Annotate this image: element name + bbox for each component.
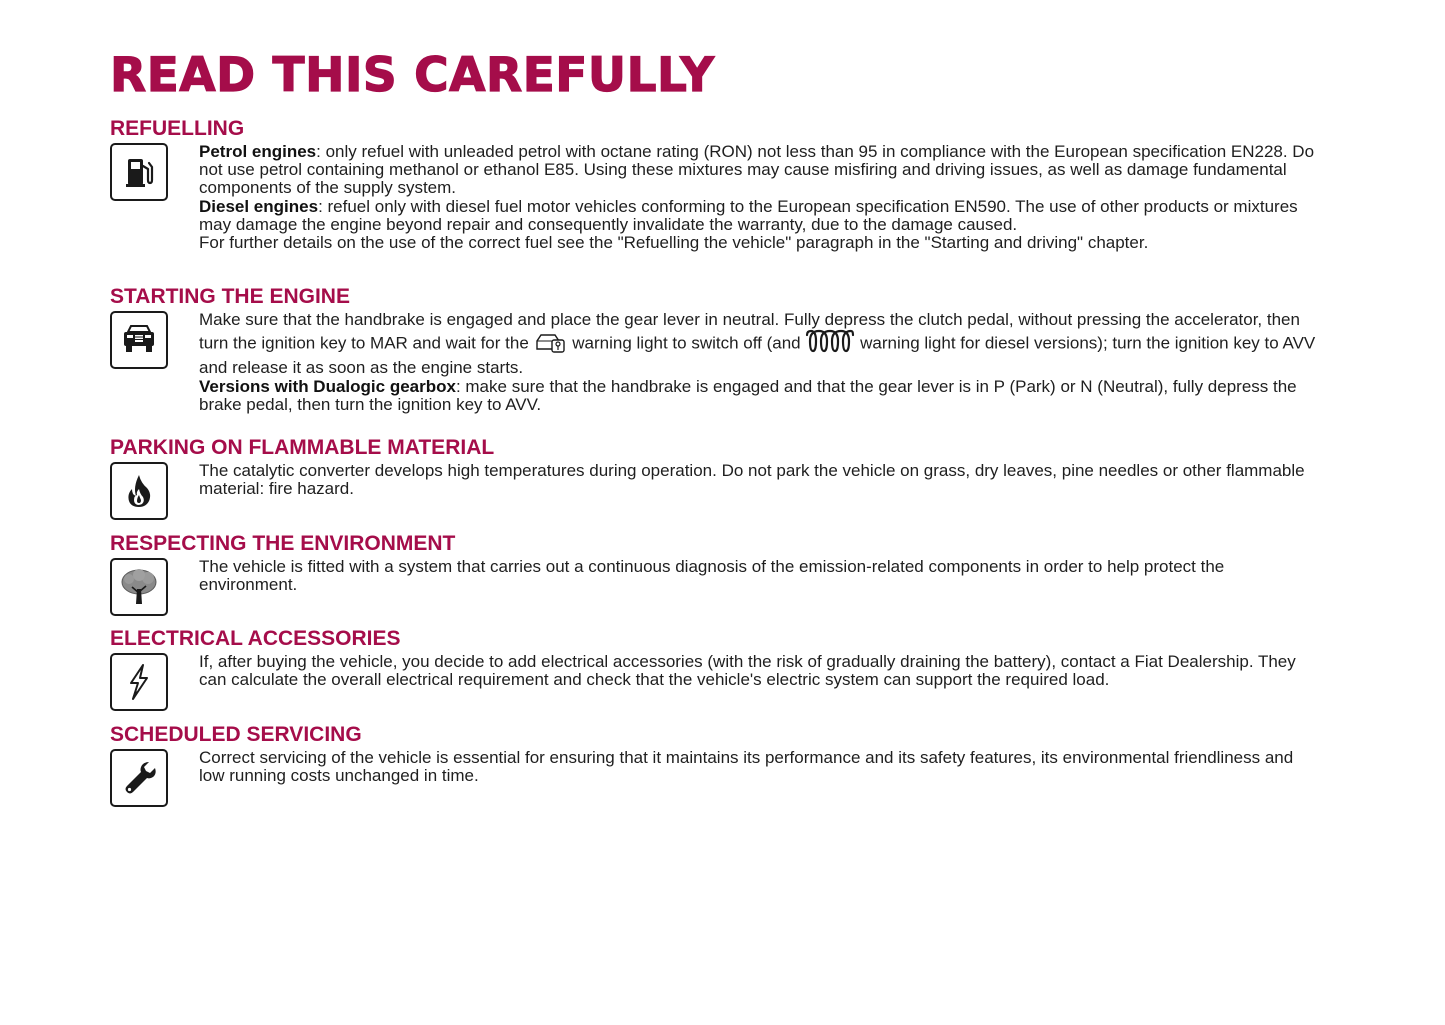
fuel-pump-icon: [110, 143, 168, 201]
diesel-label: Diesel engines: [199, 196, 319, 216]
section-environment: [110, 532, 1320, 594]
section-heading: SCHEDULED SERVICING: [110, 723, 362, 746]
section-refuelling: [110, 117, 1320, 252]
dualogic-text: : make sure that the handbrake is engaged and that the gear lever is in P (Park) or N (Neutral), fully depress the brake pedal, then turn the ignition key to AVV.: [199, 376, 1297, 414]
further-details-text: For further details on the use of the correct fuel see the "Refuelling the vehicle" paragraph in the "Starting and driving" chapter.: [199, 233, 1149, 253]
section-heading: ELECTRICAL ACCESSORIES: [110, 627, 401, 650]
petrol-label: Petrol engines: [199, 142, 317, 161]
starting-text-part2: warning light to switch off (and: [572, 333, 801, 353]
section-electrical: [110, 627, 1320, 689]
dualogic-label: Versions with Dualogic gearbox: [199, 376, 456, 396]
petrol-text: : only refuel with unleaded petrol with octane rating (RON) not less than 95 in compliance with the European specification EN228. Do not use petrol containing methanol or ethanol E85. Using these mixtures may cause misfiring and driving issues, as well as damage fundamental components of the supply system.: [199, 142, 1315, 198]
glow-plug-coil-icon: [805, 329, 855, 359]
environment-text: The vehicle is fitted with a system that carries out a continuous diagnosis of the emission-related components in order to help protect the environment.: [199, 557, 1225, 595]
servicing-text: Correct servicing of the vehicle is essential for ensuring that it maintains its performance and its safety features, its environmental friendliness and low running costs unchanged in time.: [199, 748, 1294, 786]
tree-icon: [110, 558, 168, 616]
car-front-icon: [110, 311, 168, 369]
section-heading: PARKING ON FLAMMABLE MATERIAL: [110, 436, 495, 459]
lightning-bolt-icon: [110, 653, 168, 711]
section-servicing: [110, 723, 1320, 785]
diesel-text: : refuel only with diesel fuel motor vehicles conforming to the European specification EN590. The use of other products or mixtures may damage the engine beyond repair and consequently invalidate the warranty, due to the damage caused.: [199, 196, 1298, 234]
page-title: READ THIS CAREFULLY: [110, 48, 715, 103]
section-parking: [110, 436, 1320, 498]
flame-icon: [110, 462, 168, 520]
electrical-text: If, after buying the vehicle, you decide to add electrical accessories (with the risk of gradually draining the battery), contact a Fiat Dealership. They can calculate the overall electrical requirement and check that the vehicle's electric system can support the required load.: [199, 652, 1296, 690]
starting-text-part1: Make sure that the handbrake is engaged and place the gear lever in neutral. Fully depress the clutch pedal, without pressing the accelerator, then turn the ignition key to MAR and wait for the: [199, 310, 1300, 353]
parking-text: The catalytic converter develops high temperatures during operation. Do not park the vehicle on grass, dry leaves, pine needles or other flammable material: fire hazard.: [199, 461, 1305, 499]
section-starting-engine: [110, 285, 1320, 414]
section-heading: REFUELLING: [110, 117, 245, 140]
starting-text-part3: warning light for diesel versions); turn the ignition key to AVV and release it as soon as the engine starts.: [199, 333, 1316, 378]
immobilizer-car-key-icon: [534, 330, 568, 358]
wrench-icon: [110, 749, 168, 807]
section-heading: RESPECTING THE ENVIRONMENT: [110, 532, 456, 555]
section-heading: STARTING THE ENGINE: [110, 285, 350, 308]
